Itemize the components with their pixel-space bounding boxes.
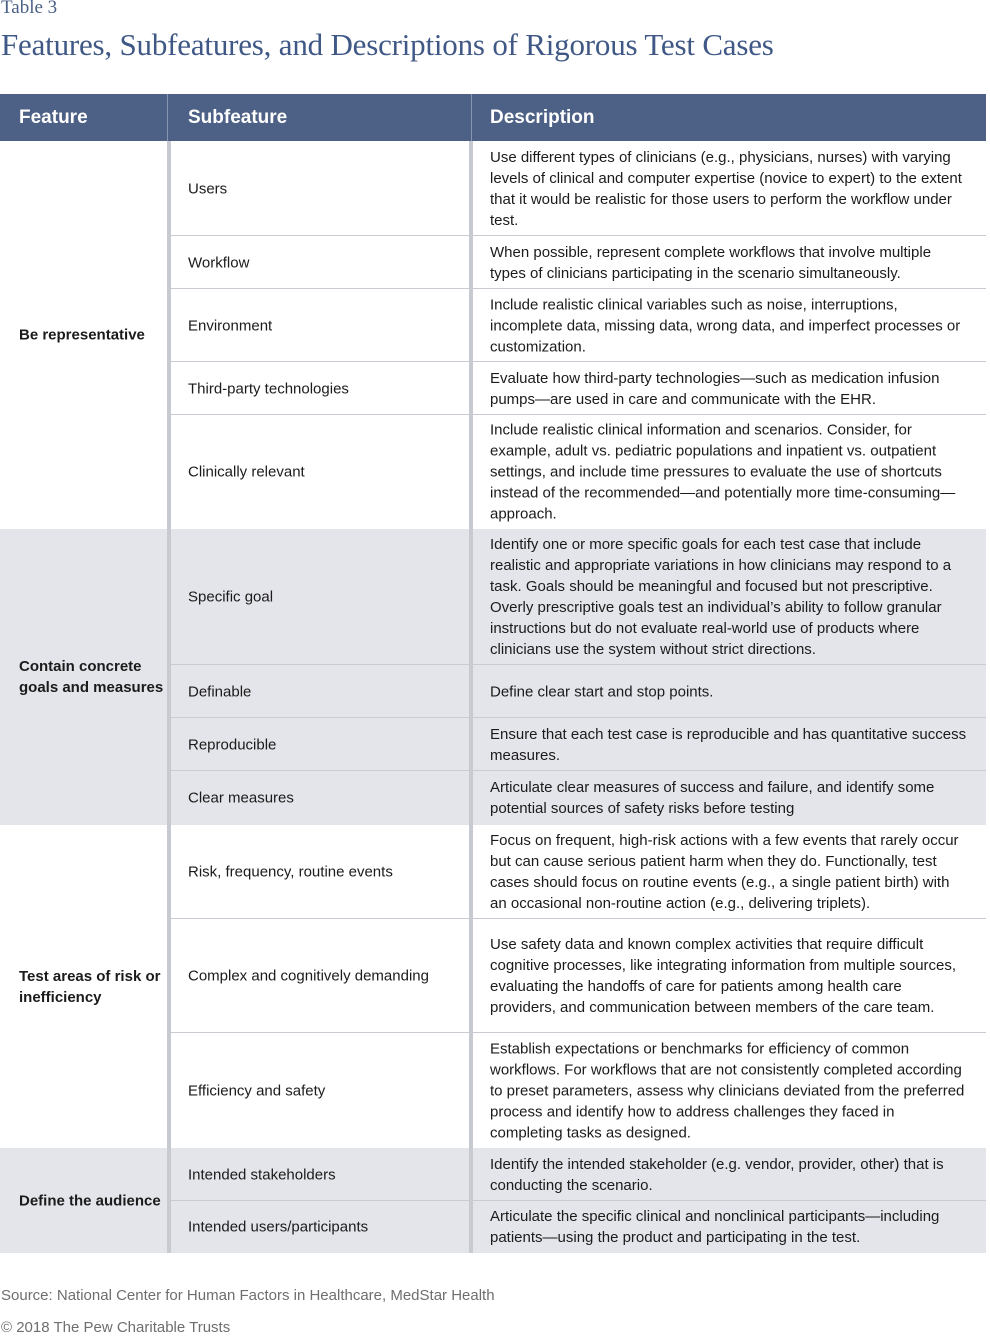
table-row — [171, 665, 986, 718]
table-row — [171, 919, 986, 1033]
description-cell: Evaluate how third-party technologies—such as medication infusion pumps—are used in care and communicate with the EHR. — [490, 369, 940, 408]
description-cell: Ensure that each test case is reproducible and has quantitative success measures. — [490, 725, 967, 764]
copyright-note: © 2018 The Pew Charitable Trusts — [1, 1319, 231, 1336]
table-row — [171, 529, 986, 665]
group-be-representative — [0, 141, 986, 529]
table-header — [0, 94, 986, 141]
table-title: Features, Subfeatures, and Descriptions of Rigorous Test Cases — [1, 27, 774, 62]
subfeature-cell: Clear measures — [188, 789, 294, 807]
description-cell: Include realistic clinical information and scenarios. Consider, for example, adult vs. pediatric populations and inpatient vs. outpatient settings, and include time pressures to evaluate the use of shortcuts instead of the recommended—and potentially more time-consuming—approach. — [490, 421, 956, 523]
group-concrete-goals — [0, 529, 986, 825]
header-feature: Feature — [19, 107, 88, 128]
subfeature-cell: Third-party technologies — [188, 380, 349, 397]
table-row — [171, 141, 986, 236]
subfeature-cell: Clinically relevant — [188, 463, 305, 481]
table-row — [171, 825, 986, 919]
table-row — [171, 362, 986, 415]
table-row — [171, 1148, 986, 1201]
header-subfeature: Subfeature — [188, 107, 288, 128]
description-cell: Articulate clear measures of success and failure, and identify some potential sources of safety risks before testing — [490, 779, 935, 817]
feature-label: Define the audience — [19, 1192, 161, 1209]
subfeature-cell: Environment — [188, 317, 273, 334]
subfeature-cell: Complex and cognitively demanding — [188, 967, 429, 985]
description-cell: Identify one or more specific goals for each test case that include realistic and appropriate variations in how clinicians may respond to a task. Goals should be meaningful and focused but not prescriptive. Overly prescriptive goals test an individual’s ability to follow granular instructions but do not evaluate real-world use of products where clinicians use the system without strict directions. — [490, 536, 952, 658]
subfeature-cell: Users — [188, 180, 228, 197]
subfeature-cell: Efficiency and safety — [188, 1082, 326, 1099]
header-description: Description — [490, 107, 595, 128]
features-table — [0, 94, 986, 1246]
subfeature-cell: Reproducible — [188, 736, 277, 753]
table-row — [171, 718, 986, 771]
feature-label: Be representative — [19, 326, 145, 344]
table-row — [171, 289, 986, 362]
description-cell: Focus on frequent, high-risk actions with a few events that rarely occur but can cause serious patient harm when they do. Functionally, test cases should focus on routine events (e.g., a single patient birth) with an occasional non-routine action (e.g., delivering triplets). — [490, 832, 959, 912]
table-label: Table 3 — [1, 0, 58, 18]
description-cell: Articulate the specific clinical and nonclinical participants—including patients—using the product and participating in the test. — [490, 1208, 940, 1246]
feature-label: Contain concrete goals and measures — [19, 658, 164, 696]
subfeature-cell: Workflow — [188, 254, 250, 271]
subfeature-cell: Risk, frequency, routine events — [188, 863, 393, 881]
subfeature-cell: Intended stakeholders — [188, 1166, 336, 1183]
description-cell: Identify the intended stakeholder (e.g. vendor, provider, other) that is conducting the scenario. — [490, 1155, 944, 1194]
table-row — [171, 236, 986, 289]
description-cell: Use different types of clinicians (e.g., physicians, nurses) with varying levels of clinical and computer expertise (novice to expert) to the extent that it would be realistic for those users to perform the workflow under test. — [490, 148, 962, 229]
description-cell: Include realistic clinical variables such as noise, interruptions, incomplete data, missing data, wrong data, and imperfect processes or customization. — [490, 296, 961, 355]
table-row — [171, 771, 986, 825]
group-define-audience — [0, 1148, 986, 1253]
group-risk-inefficiency — [0, 825, 986, 1148]
feature-label: Test areas of risk or inefficiency — [19, 967, 161, 1006]
description-cell: Use safety data and known complex activities that require difficult cognitive processes, like integrating information from multiple sources, evaluating the handoffs of care for patients among health care providers, and communication between members of the care team. — [490, 936, 957, 1016]
table-row — [171, 1201, 986, 1253]
source-note: Source: National Center for Human Factors in Healthcare, MedStar Health — [1, 1287, 495, 1304]
subfeature-cell: Specific goal — [188, 588, 274, 606]
subfeature-cell: Intended users/participants — [188, 1218, 369, 1236]
description-cell: Establish expectations or benchmarks for efficiency of common workflows. For workflows that are not consistently completed according to preset parameters, assess why clinicians deviated from the preferred process and identify how to address challenges they faced in completing tasks as designed. — [490, 1040, 965, 1141]
description-cell: When possible, represent complete workflows that involve multiple types of clinicians participating in the scenario simultaneously. — [490, 243, 932, 282]
table-row — [171, 415, 986, 529]
subfeature-cell: Definable — [188, 683, 252, 700]
table-row — [171, 1033, 986, 1148]
description-cell: Define clear start and stop points. — [490, 683, 714, 700]
